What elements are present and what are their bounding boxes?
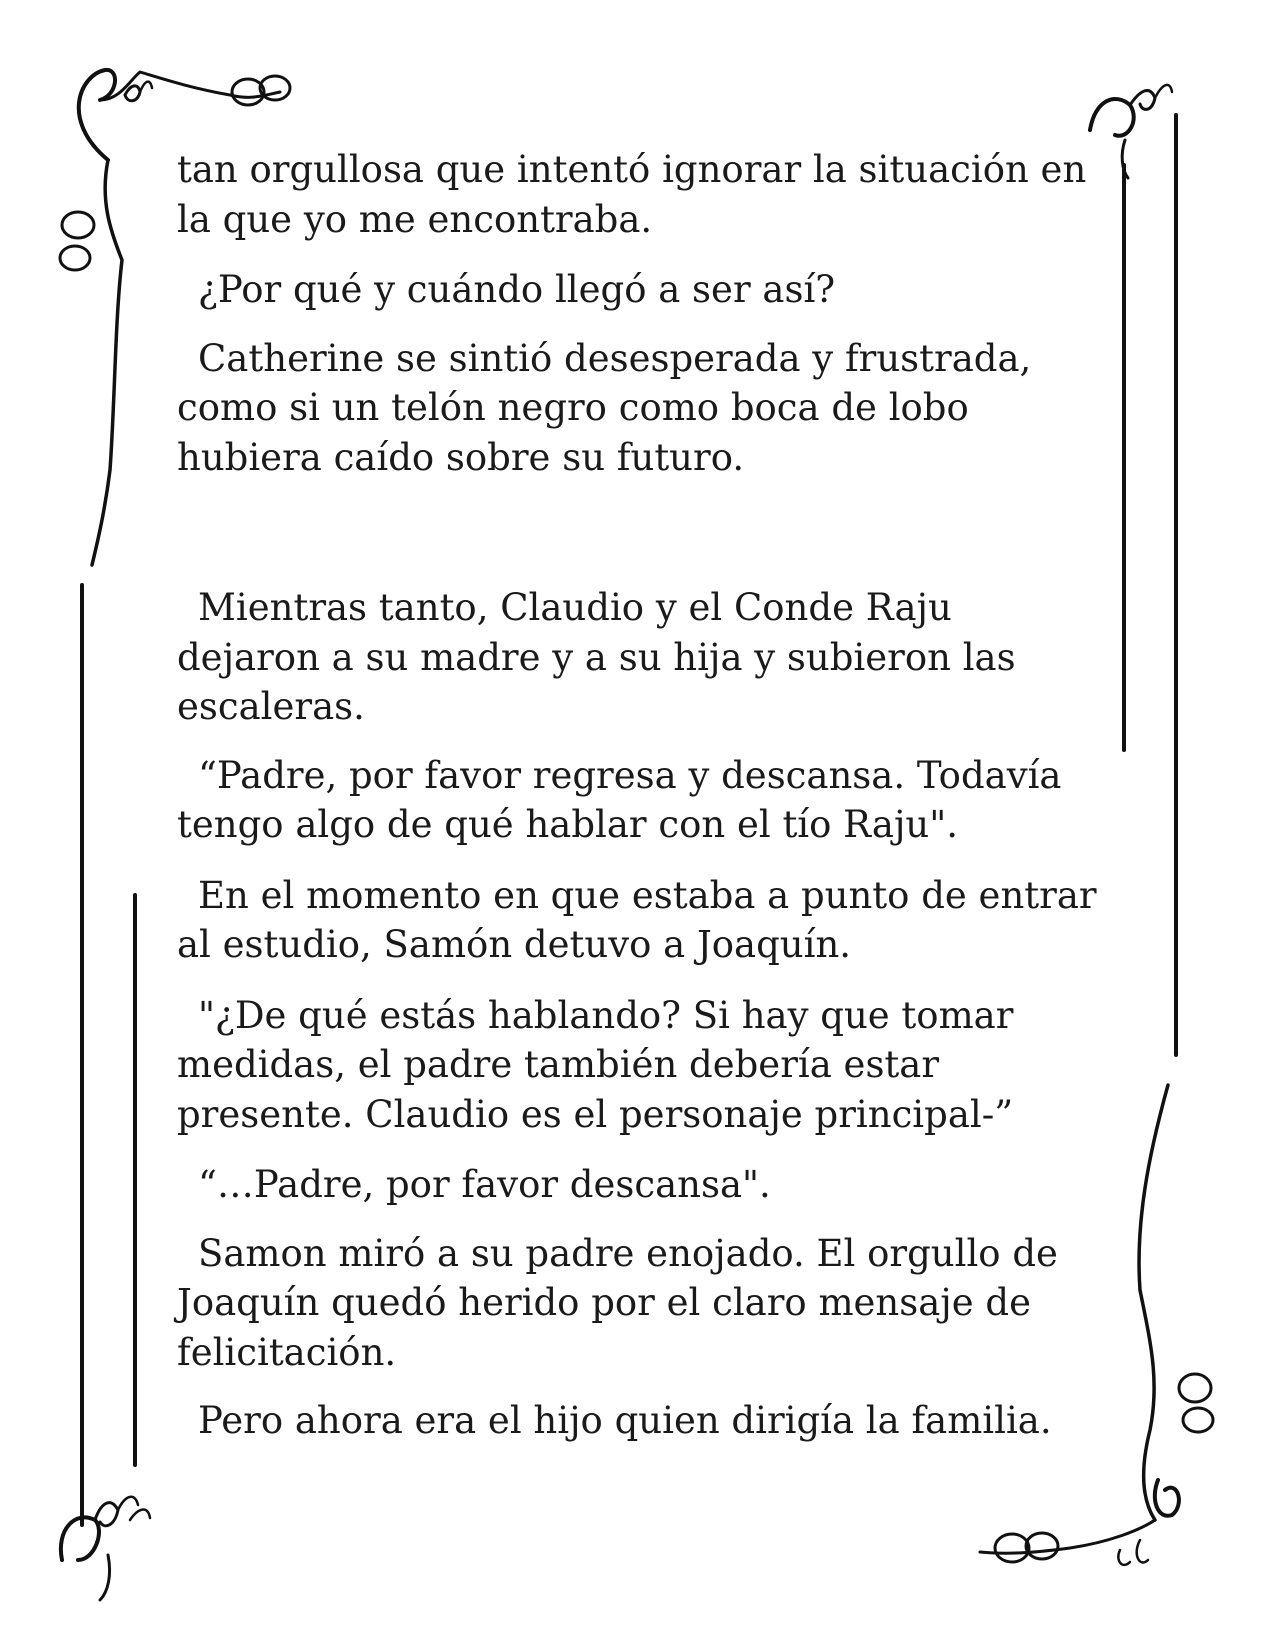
page-text-column bbox=[177, 145, 1097, 1446]
paragraph-8: “…Padre, por favor descansa". bbox=[198, 1163, 771, 1206]
paragraph-9: Samon miró a su padre enojado. El orgullo de Joaquín quedó herido por el claro mensaje de felicitación. bbox=[177, 1231, 1058, 1374]
paragraph-2: ¿Por qué y cuándo llegó a ser así? bbox=[198, 268, 836, 311]
paragraph-7: "¿De qué estás hablando? Si hay que tomar medidas, el padre también debería estar presente. Claudio es el personaje principal-” bbox=[177, 993, 1014, 1136]
paragraph-6: En el momento en que estaba a punto de entrar al estudio, Samón detuvo a Joaquín. bbox=[177, 873, 1097, 966]
paragraph-1: tan orgullosa que intentó ignorar la situación en la que yo me encontraba. bbox=[177, 148, 1087, 241]
paragraph-4: Mientras tanto, Claudio y el Conde Raju dejaron a su madre y a su hija y subieron las escaleras. bbox=[177, 586, 1016, 728]
paragraph-5: “Padre, por favor regresa y descansa. Todavía tengo algo de qué hablar con el tío Raju". bbox=[177, 753, 1062, 846]
paragraph-10: Pero ahora era el hijo quien dirigía la familia. bbox=[198, 1399, 1052, 1442]
paragraph-3: Catherine se sintió desesperada y frustrada, como si un telón negro como boca de lobo hubiera caído sobre su futuro. bbox=[177, 336, 1032, 479]
top-right-flourish-ornament bbox=[1090, 85, 1172, 178]
bottom-left-flourish-ornament bbox=[61, 1497, 150, 1600]
